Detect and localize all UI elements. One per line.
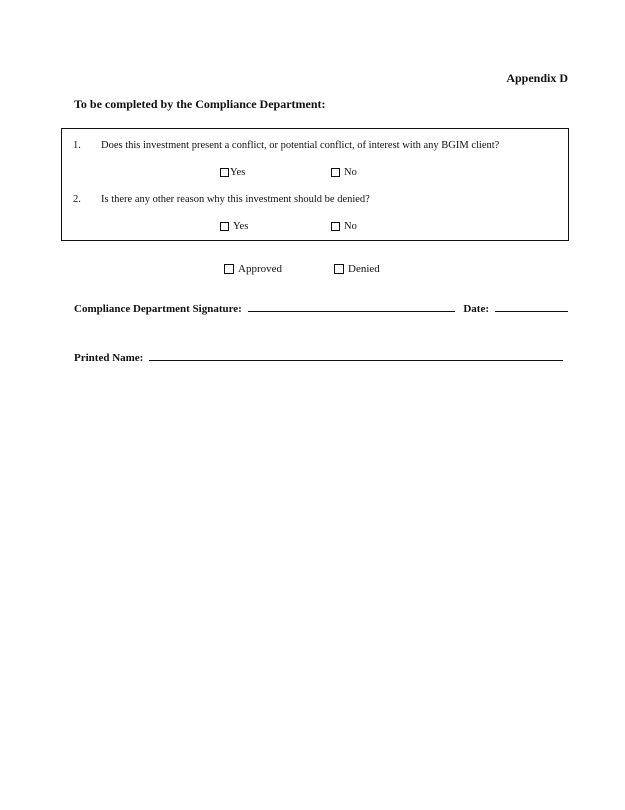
question-1-no-label: No [344,167,357,178]
printed-name-field[interactable] [149,350,563,361]
question-1-number: 1. [73,140,81,151]
signature-row [74,301,568,315]
question-2-no-label: No [344,221,357,232]
approved-option[interactable] [224,263,282,275]
approved-label: Approved [238,263,282,275]
question-1-no-option[interactable] [331,167,357,178]
question-2-no-option[interactable] [331,221,357,232]
question-1-no-checkbox[interactable] [331,168,340,177]
approved-checkbox[interactable] [224,264,234,274]
signature-field[interactable] [248,301,455,312]
date-field[interactable] [495,301,568,312]
question-2-yes-label: Yes [233,221,249,232]
section-heading: To be completed by the Compliance Department: [74,97,326,111]
appendix-label: Appendix D [506,71,568,85]
denied-option[interactable] [334,263,380,275]
question-1-yes-option[interactable] [220,167,245,178]
question-1-yes-label: Yes [230,167,246,178]
question-1-text: Does this investment present a conflict, or potential conflict, of interest with any BGIM client? [101,140,500,151]
denied-label: Denied [348,263,380,275]
date-label: Date: [463,303,489,315]
printed-name-row [74,350,563,364]
question-2-yes-checkbox[interactable] [220,222,229,231]
signature-label: Compliance Department Signature: [74,303,242,315]
question-2-yes-option[interactable] [220,221,248,232]
questions-box [61,128,569,241]
denied-checkbox[interactable] [334,264,344,274]
question-2-no-checkbox[interactable] [331,222,340,231]
question-1-yes-checkbox[interactable] [220,168,229,177]
question-2-number: 2. [73,194,81,205]
printed-name-label: Printed Name: [74,352,144,364]
question-2-text: Is there any other reason why this investment should be denied? [101,194,370,205]
